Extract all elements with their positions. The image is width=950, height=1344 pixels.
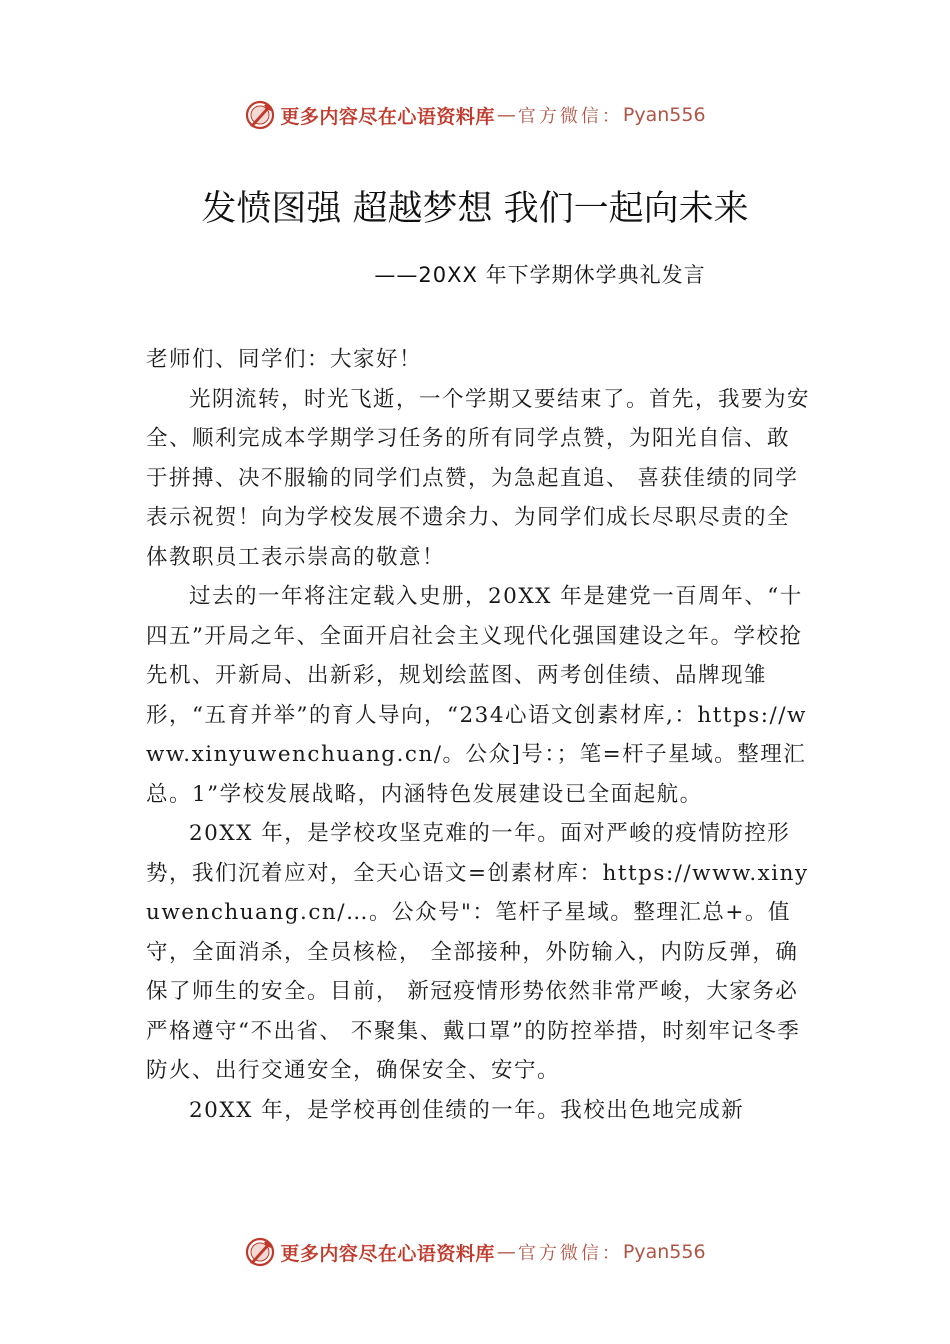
paragraph: 20XX 年，是学校攻坚克难的一年。面对严峻的疫情防控形势，我们沉着应对，全天心语文=创素材库：https://www.xinyuwenchuang.cn/…。公众号"：笔杆子星域。整理汇总+。值守，全面消杀，全员核检， 全部接种，外防输入，内防反弹，确保了师生的安全。目前， 新冠疫情形势依然非常严峻，大家务必严格遵守“不出省、 不聚集、戴口罩”的防控举措，时刻牢记冬季防火、出行交通安全，确保安全、安宁。: [146, 821, 809, 1083]
quill-seal-icon: [244, 99, 276, 131]
paragraph: 光阴流转，时光飞逝，一个学期又要结束了。首先，我要为安全、顺利完成本学期学习任务的所有同学点赞，为阳光自信、敢于拼搏、决不服输的同学们点赞，为急起直追、 喜获佳绩的同学表示祝贺！向为学校发展不遗余力、为同学们成长尽职尽责的全体教职员工表示崇高的敬意！: [146, 386, 811, 570]
document-body: [146, 340, 810, 1130]
watermark-label: 官方微信：: [517, 1243, 623, 1264]
greeting: 老师们、同学们：大家好！: [146, 347, 423, 372]
watermark-label: 官方微信：: [517, 106, 623, 127]
watermark-separator: —: [496, 104, 516, 126]
document-title: 发愤图强 超越梦想 我们一起向未来: [201, 189, 749, 229]
watermark-brand: 更多内容尽在心语资料库: [280, 1242, 495, 1265]
watermark-handle: Pyan556: [622, 1241, 706, 1263]
watermark-separator: —: [496, 1241, 516, 1263]
watermark-handle: Pyan556: [622, 104, 706, 126]
paragraph: 过去的一年将注定载入史册，20XX 年是建党一百周年、“十四五”开局之年、全面开启社会主义现代化强国建设之年。学校抢先机、开新局、出新彩，规划绘蓝图、两考创佳绩、品牌现雏形，“五育并举”的育人导向，“234心语文创素材库,：https://www.xinyuwenchuang.cn/。公众]号：；笔=杆子星域。整理汇总。1”学校发展战略，内涵特色发展建设已全面起航。: [146, 584, 807, 807]
footer-watermark: [0, 1232, 950, 1272]
quill-seal-icon: [244, 1236, 276, 1268]
paragraph: 20XX 年，是学校再创佳绩的一年。我校出色地完成新: [189, 1097, 745, 1123]
document-subtitle: ——20XX 年下学期休学典礼发言: [374, 263, 706, 287]
watermark-brand: 更多内容尽在心语资料库: [280, 105, 495, 128]
header-watermark: [0, 95, 950, 135]
